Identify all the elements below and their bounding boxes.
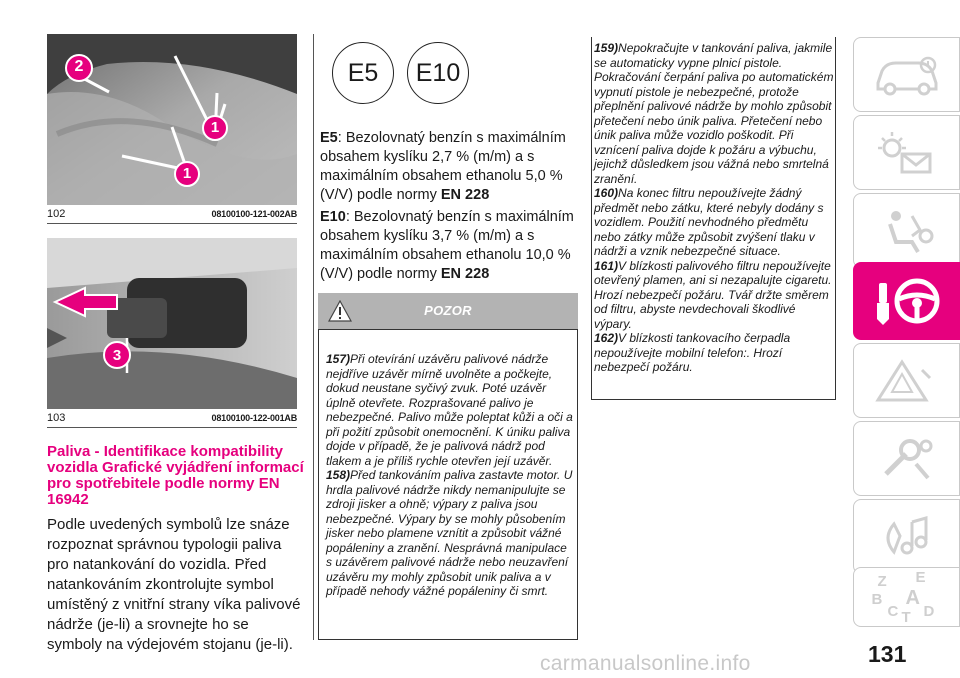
watermark: carmanualsonline.info <box>540 652 751 675</box>
fuel-separator: : <box>337 130 346 146</box>
tab-emergency[interactable] <box>853 343 960 418</box>
figure-number: 103 <box>47 412 66 424</box>
tab-car[interactable] <box>853 37 960 112</box>
figure-103-photo <box>47 238 297 409</box>
media-icon <box>872 512 942 562</box>
figure-code: 08100100-122-001AB <box>211 413 297 423</box>
fuel-text: Bezolovnatý benzín s maximálním obsahem kyslíku 2,7 % (m/m) a s maximálním obsahem ethanolu 5,0 % (V/V) podle normy <box>320 130 566 203</box>
warning-item: 161)V blízkosti palivového filtru nepoužívejte otevřený plamen, ani si nezapalujte cigaretu. Hrozí nebezpečí požáru. Tvář držte směrem od filtru, abyste nevdechovali škodlivé výpary. <box>594 258 832 331</box>
section-heading: Paliva - Identifikace kompatibility vozidla Grafické vyjádření informací pro spotřebitele podle normy EN 16942 <box>47 443 304 508</box>
fuel-symbol-e5: E5 <box>332 42 394 104</box>
fuel-separator: : <box>345 209 354 225</box>
fuel-text: Bezolovnatý benzín s maximálním obsahem kyslíku 3,7 % (m/m) a s maximálním obsahem ethanolu 10,0 % (V/V) podle normy <box>320 209 574 282</box>
index-icon: Z E B A C T D <box>871 569 935 626</box>
tab-seat[interactable] <box>853 193 960 268</box>
fuel-norm: EN 228 <box>440 266 490 282</box>
page-number: 131 <box>868 641 907 667</box>
callout-1a: 1 <box>210 119 220 136</box>
fuel-code: E10 <box>320 209 346 225</box>
tab-index[interactable] <box>853 567 960 627</box>
tab-maintenance[interactable] <box>853 421 960 496</box>
tab-starting-driving[interactable] <box>853 262 960 340</box>
fuel-description-e5 <box>320 129 575 205</box>
column-divider <box>313 34 314 640</box>
car-icon <box>872 53 942 97</box>
warning-item: 157)Při otevírání uzávěru palivové nádrže nejdříve uzávěr mírně uvolněte a počkejte, dokud neustane syčivý zvuk. Poté uzávěr úplně otevřete. Rozprašované palivo je nebezpečné. Palivo může poleptat kůži a oči a při požití způsobit onemocnění. K úniku paliva dojde v případě, že je palivová nádrž pod tlakem a je příliš rychle otevřen její uzávěr. <box>326 352 573 468</box>
fuel-symbol-e10: E10 <box>407 42 469 104</box>
tab-multimedia[interactable] <box>853 499 960 574</box>
fuel-code: E5 <box>320 130 338 146</box>
fuel-norm: EN 228 <box>440 187 490 203</box>
wrench-icon <box>872 434 942 484</box>
warning-item: 158)Před tankováním paliva zastavte motor. U hrdla palivové nádrže nikdy nemanipulujte se zdroji jisker a ohně; výpary z paliva jsou nebezpečné. Výpary by se mohly působením jisker nebo plamene vznítit a způsobit vážné popáleniny a zranění. Nesprávná manipulace s uzávěrem palivové nádrže nebo neuzavření uzávěru my mohly způsobit unik paliva a v případě nehody vážné popáleniny či smrt. <box>326 468 573 598</box>
steering-wheel-key-icon <box>867 273 947 329</box>
seat-icon <box>872 206 942 256</box>
tab-warning-lights[interactable] <box>853 115 960 190</box>
warning-item: 162)V blízkosti tankovacího čerpadla nepoužívejte mobilní telefon:. Hrozí nebezpečí požáru. <box>594 331 791 374</box>
figure-102-rule <box>47 223 297 224</box>
figure-103-caption <box>47 412 297 424</box>
figure-102-photo <box>47 34 297 205</box>
callout-2: 2 <box>74 58 84 75</box>
warning-items-right <box>594 41 834 375</box>
warning-item: 160)Na konec filtru nepoužívejte žádný předmět nebo zátku, které nebyly dodány s vozidlem. Použití nevhodného předmětu nebo zátky může způsobit zvýšení tlaku v nádrži a vznik nebezpečné situace. <box>594 186 824 258</box>
fuel-description-e10 <box>320 208 575 284</box>
triangle-warning-icon <box>872 356 942 406</box>
warning-items-left <box>326 352 573 599</box>
figure-102-caption <box>47 208 297 220</box>
callout-3: 3 <box>112 347 122 364</box>
warning-header <box>318 293 578 329</box>
warning-lights-icon <box>872 128 942 178</box>
figure-number: 102 <box>47 208 66 220</box>
section-body: Podle uvedených symbolů lze snáze rozpoznat správnou typologii paliva pro natankování do vozidla. Před natankováním zkontrolujte symbol umístěný z vnitřní strany víka palivové nádrže (je-li) a srovnejte ho se symboly na výdejovém stojanu (je-li). <box>47 516 301 653</box>
figure-code: 08100100-121-002AB <box>211 209 297 219</box>
warning-title: POZOR <box>424 303 472 318</box>
figure-103-rule <box>47 427 297 428</box>
callout-1b: 1 <box>182 165 192 182</box>
warning-item: 159)Nepokračujte v tankování paliva, jakmile se automaticky vypne plnicí pistole. Pokračování čerpání paliva po automatickém vypnutí pistole je nebezpečné, protože přeplnění palivové nádrže by mohlo způsobit přetečení nebo únik paliva. Přetečení nebo únik paliva může vozidlo poškodit. Při vznícení paliva dojde k požáru a výbuchu, jejichž důsledkem jsou vážná nebo smrtelná zranění. <box>594 41 834 186</box>
